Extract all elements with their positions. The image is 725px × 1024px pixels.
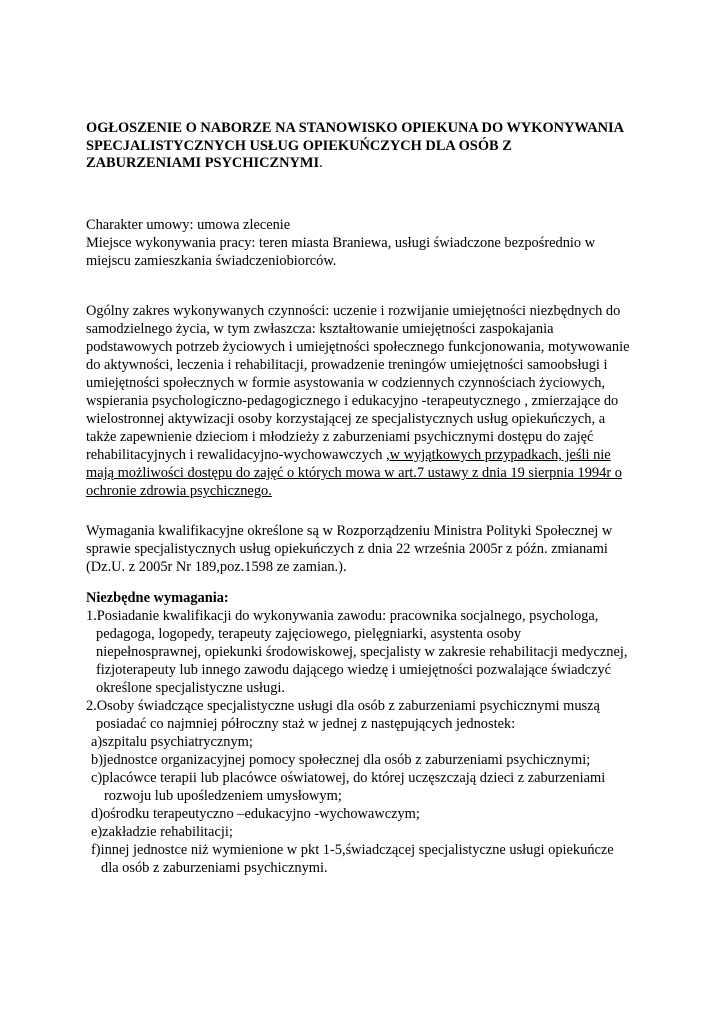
title-line	[86, 155, 646, 173]
scope-line: umiejętności społecznych w formie asystowania w codziennych czynnościach życiowych,	[86, 375, 606, 391]
subitem-d: d)ośrodku terapeutyczno –edukacyjno -wychowawczym;	[91, 806, 420, 822]
scope-line: wielostronnej aktywizacji osoby korzystającej ze specjalistycznych usług opiekuńczych, a	[86, 411, 606, 427]
qualifications-section	[86, 522, 646, 576]
scope-line: samodzielnego życia, w tym zwłaszcza: kształtowanie umiejętności zaspokajania	[86, 321, 554, 337]
subitem-c-cont: rozwoju lub upośledzeniem umysłowym;	[104, 788, 342, 804]
requirement-item-1: 1.Posiadanie kwalifikacji do wykonywania zawodu: pracownika socjalnego, psychologa,	[86, 608, 599, 624]
qualifications-line: sprawie specjalistycznych usług opiekuńczych z dnia 22 września 2005r z późn. zmianami	[86, 541, 608, 557]
title-text: ZABURZENIAMI PSYCHICZNYMI	[86, 155, 320, 171]
scope-line: do aktywności, leczenia i rehabilitacji, prowadzenie treningów umiejętności samoobsługi i	[86, 357, 608, 373]
subitem-f: f)innej jednostce niż wymienione w pkt 1-5,świadczącej specjalistyczne usługi opiekuńcze	[91, 842, 614, 858]
subitem-a: a)szpitalu psychiatrycznym;	[91, 734, 253, 750]
scope-line: Ogólny zakres wykonywanych czynności: uczenie i rozwijanie umiejętności niezbędnych do	[86, 303, 621, 319]
scope-line	[86, 446, 646, 464]
work-location: Miejsce wykonywania pracy: teren miasta Braniewa, usługi świadczone bezpośrednio w	[86, 235, 596, 251]
subitem-f-cont: dla osób z zaburzeniami psychicznymi.	[101, 860, 328, 876]
work-location-cont: miejscu zamieszkania świadczeniobiorców.	[86, 253, 337, 269]
title-line: SPECJALISTYCZNYCH USŁUG OPIEKUŃCZYCH DLA OSÓB Z	[86, 137, 512, 154]
requirement-item-1-cont: niepełnosprawnej, opiekunki środowiskowej, specjalisty w zakresie rehabilitacji medycznej,	[96, 644, 628, 660]
scope-line-underlined: mają możliwości dostępu do zajęć o których mowa w art.7 ustawy z dnia 19 sierpnia 1994r o	[86, 465, 622, 481]
contract-type: Charakter umowy: umowa zlecenie	[86, 217, 291, 233]
qualifications-line: (Dz.U. z 2005r Nr 189,poz.1598 ze zamian.).	[86, 559, 347, 575]
subitem-c: c)placówce terapii lub placówce oświatowej, do której uczęszczają dzieci z zaburzeniami	[91, 770, 606, 786]
requirement-item-1-cont: określone specjalistyczne usługi.	[96, 680, 286, 696]
announcement-title	[86, 120, 646, 173]
title-line: OGŁOSZENIE O NABORZE NA STANOWISKO OPIEKUNA DO WYKONYWANIA	[86, 120, 625, 136]
scope-section	[86, 302, 646, 500]
requirement-item-1-cont: fizjoterapeuty lub innego zawodu dającego wiedzę i umiejętności pozwalające świadczyć	[96, 662, 612, 678]
qualifications-line: Wymagania kwalifikacyjne określone są w Rozporządzeniu Ministra Polityki Społecznej w	[86, 523, 613, 539]
requirement-item-2-cont: posiadać co najmniej półroczny staż w jednej z następujących jednostek:	[96, 716, 516, 732]
requirements-section	[86, 589, 646, 877]
requirement-item-1-cont: pedagoga, logopedy, terapeuty zajęciowego, pielęgniarki, asystenta osoby	[96, 626, 522, 642]
contract-section	[86, 216, 646, 270]
scope-line-underlined: ochronie zdrowia psychicznego.	[86, 483, 272, 499]
scope-line-plain: rehabilitacyjnych i rewalidacyjno-wychowawczych	[86, 447, 387, 463]
subitem-e: e)zakładzie rehabilitacji;	[91, 824, 233, 840]
scope-line: także zapewnienie dzieciom i młodzieży z zaburzeniami psychicznymi dostępu do zajęć	[86, 429, 594, 445]
requirement-item-2: 2.Osoby świadczące specjalistyczne usługi dla osób z zaburzeniami psychicznymi muszą	[86, 698, 600, 714]
title-end-punct: .	[319, 155, 323, 171]
scope-line: wspierania psychologiczno-pedagogicznego i edukacyjno -terapeutycznego , zmierzające do	[86, 393, 619, 409]
subitem-b: b)jednostce organizacyjnej pomocy społecznej dla osób z zaburzeniami psychicznymi;	[91, 752, 591, 768]
scope-line-underlined: ,w wyjątkowych przypadkach, jeśli nie	[386, 447, 611, 463]
scope-line: podstawowych potrzeb życiowych i umiejętności społecznego funkcjonowania, motywowanie	[86, 339, 630, 355]
requirements-heading: Niezbędne wymagania:	[86, 590, 229, 606]
